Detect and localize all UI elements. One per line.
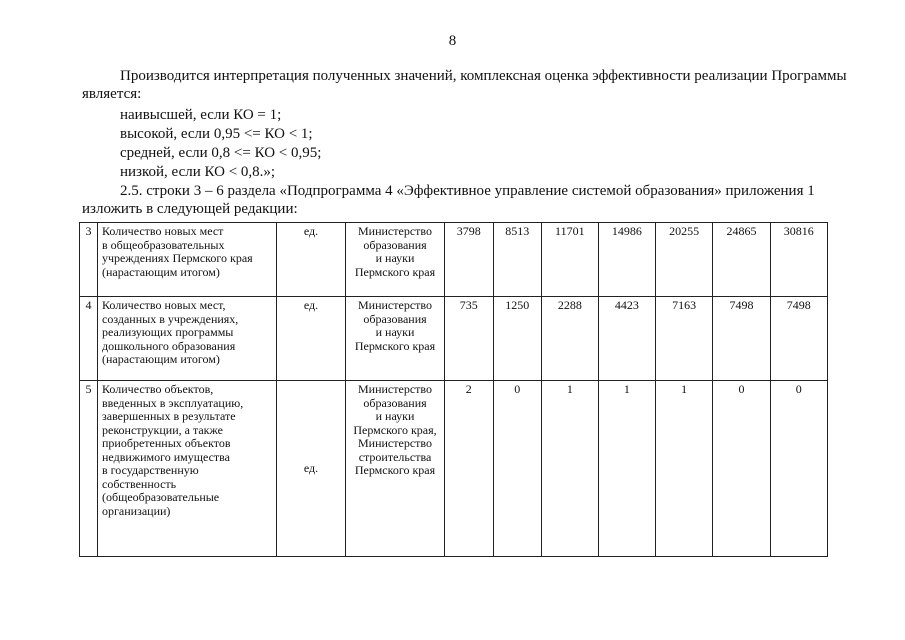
- responsible-body: [346, 381, 445, 557]
- responsible-body: [346, 223, 445, 297]
- indicator-name-line: Количество новых мест,: [102, 298, 226, 312]
- row-number: 3: [80, 223, 98, 297]
- criterion-medium: средней, если 0,8 <= КО < 0,95;: [120, 145, 322, 161]
- indicator-name-line: недвижимого имущества: [102, 449, 230, 464]
- responsible-body-line: Пермского края: [354, 264, 436, 279]
- responsible-body-line: и науки: [375, 251, 415, 265]
- unit-of-measure: ед.: [277, 297, 346, 381]
- indicators-table: [79, 222, 828, 557]
- indicator-value: 1250: [493, 297, 542, 381]
- responsible-body-line: Пермского края: [354, 338, 436, 353]
- criterion-high: высокой, если 0,95 <= КО < 1;: [120, 126, 313, 142]
- table-row: [80, 381, 828, 557]
- responsible-body-line: и науки: [375, 409, 415, 423]
- item-line-2: изложить в следующей редакции:: [82, 201, 298, 217]
- page-number: 8: [448, 33, 457, 49]
- responsible-body-line: и науки: [375, 325, 415, 339]
- responsible-body-line: Министерство: [358, 298, 432, 312]
- indicator-value: 14986: [598, 223, 655, 297]
- responsible-body-line: строительства: [358, 449, 432, 464]
- responsible-body-line: Министерство: [358, 224, 432, 238]
- indicator-value: 7163: [655, 297, 712, 381]
- responsible-body-line: Министерство: [358, 382, 432, 396]
- indicator-name-line: завершенных в результате: [102, 409, 236, 423]
- indicator-value: 1: [598, 381, 655, 557]
- indicator-name-line: приобретенных объектов: [102, 436, 231, 450]
- responsible-body-line: образования: [363, 395, 427, 410]
- responsible-body-line: образования: [363, 311, 427, 326]
- indicator-name-line: Количество объектов,: [102, 382, 214, 396]
- indicator-name-line: организации): [102, 503, 171, 518]
- indicator-value: 1: [655, 381, 712, 557]
- indicator-name-line: (общеобразовательные: [102, 490, 220, 504]
- responsible-body-line: Пермского края,: [353, 422, 437, 437]
- row-number: 5: [80, 381, 98, 557]
- indicator-value: 4423: [598, 297, 655, 381]
- indicator-name-line: реализующих программы: [102, 325, 234, 339]
- indicator-name-line: собственность: [102, 476, 177, 491]
- indicator-value: 24865: [713, 223, 770, 297]
- responsible-body-line: образования: [363, 237, 427, 252]
- indicator-name-line: реконструкции, а также: [102, 422, 223, 437]
- indicator-value: 0: [493, 381, 542, 557]
- indicator-name-line: в общеобразовательных: [102, 237, 225, 252]
- indicator-value: 20255: [655, 223, 712, 297]
- indicator-name: [98, 381, 277, 557]
- responsible-body-line: Министерство: [358, 436, 432, 450]
- indicator-name-line: (нарастающим итогом): [102, 264, 220, 279]
- responsible-body-line: Пермского края: [354, 463, 436, 477]
- indicator-name: [98, 297, 277, 381]
- indicator-value: 30816: [770, 223, 827, 297]
- indicator-value: 2288: [542, 297, 599, 381]
- intro-line-2: является:: [82, 86, 142, 102]
- indicator-name-line: дошкольного образования: [102, 338, 236, 353]
- indicator-value: 0: [713, 381, 770, 557]
- indicator-name-line: созданных в учреждениях,: [102, 311, 239, 326]
- indicator-value: 11701: [542, 223, 599, 297]
- indicator-name-line: Количество новых мест: [102, 224, 224, 238]
- unit-of-measure: ед.: [277, 223, 346, 297]
- indicator-value: 7498: [713, 297, 770, 381]
- indicator-name: [98, 223, 277, 297]
- intro-line-1: Производится интерпретация полученных значений, комплексная оценка эффективности реализации Программы: [120, 68, 847, 84]
- row-number: 4: [80, 297, 98, 381]
- item-line-1: 2.5. строки 3 – 6 раздела «Подпрограмма 4 «Эффективное управление системой образования» приложения 1: [120, 183, 815, 199]
- indicator-value: 7498: [770, 297, 827, 381]
- criterion-low: низкой, если КО < 0,8.»;: [120, 164, 276, 180]
- table-body: [80, 223, 828, 557]
- unit-of-measure: ед.: [277, 381, 346, 557]
- table-row: [80, 297, 828, 381]
- criterion-highest: наивысшей, если КО = 1;: [120, 107, 282, 123]
- table-row: [80, 223, 828, 297]
- indicator-name-line: введенных в эксплуатацию,: [102, 395, 244, 410]
- indicator-value: 8513: [493, 223, 542, 297]
- indicator-value: 735: [445, 297, 494, 381]
- indicator-value: 0: [770, 381, 827, 557]
- responsible-body: [346, 297, 445, 381]
- indicator-value: 1: [542, 381, 599, 557]
- indicator-name-line: в государственную: [102, 463, 199, 477]
- indicator-name-line: учреждениях Пермского края: [102, 251, 253, 265]
- indicator-value: 3798: [445, 223, 494, 297]
- indicator-value: 2: [445, 381, 494, 557]
- indicator-name-line: (нарастающим итогом): [102, 352, 220, 366]
